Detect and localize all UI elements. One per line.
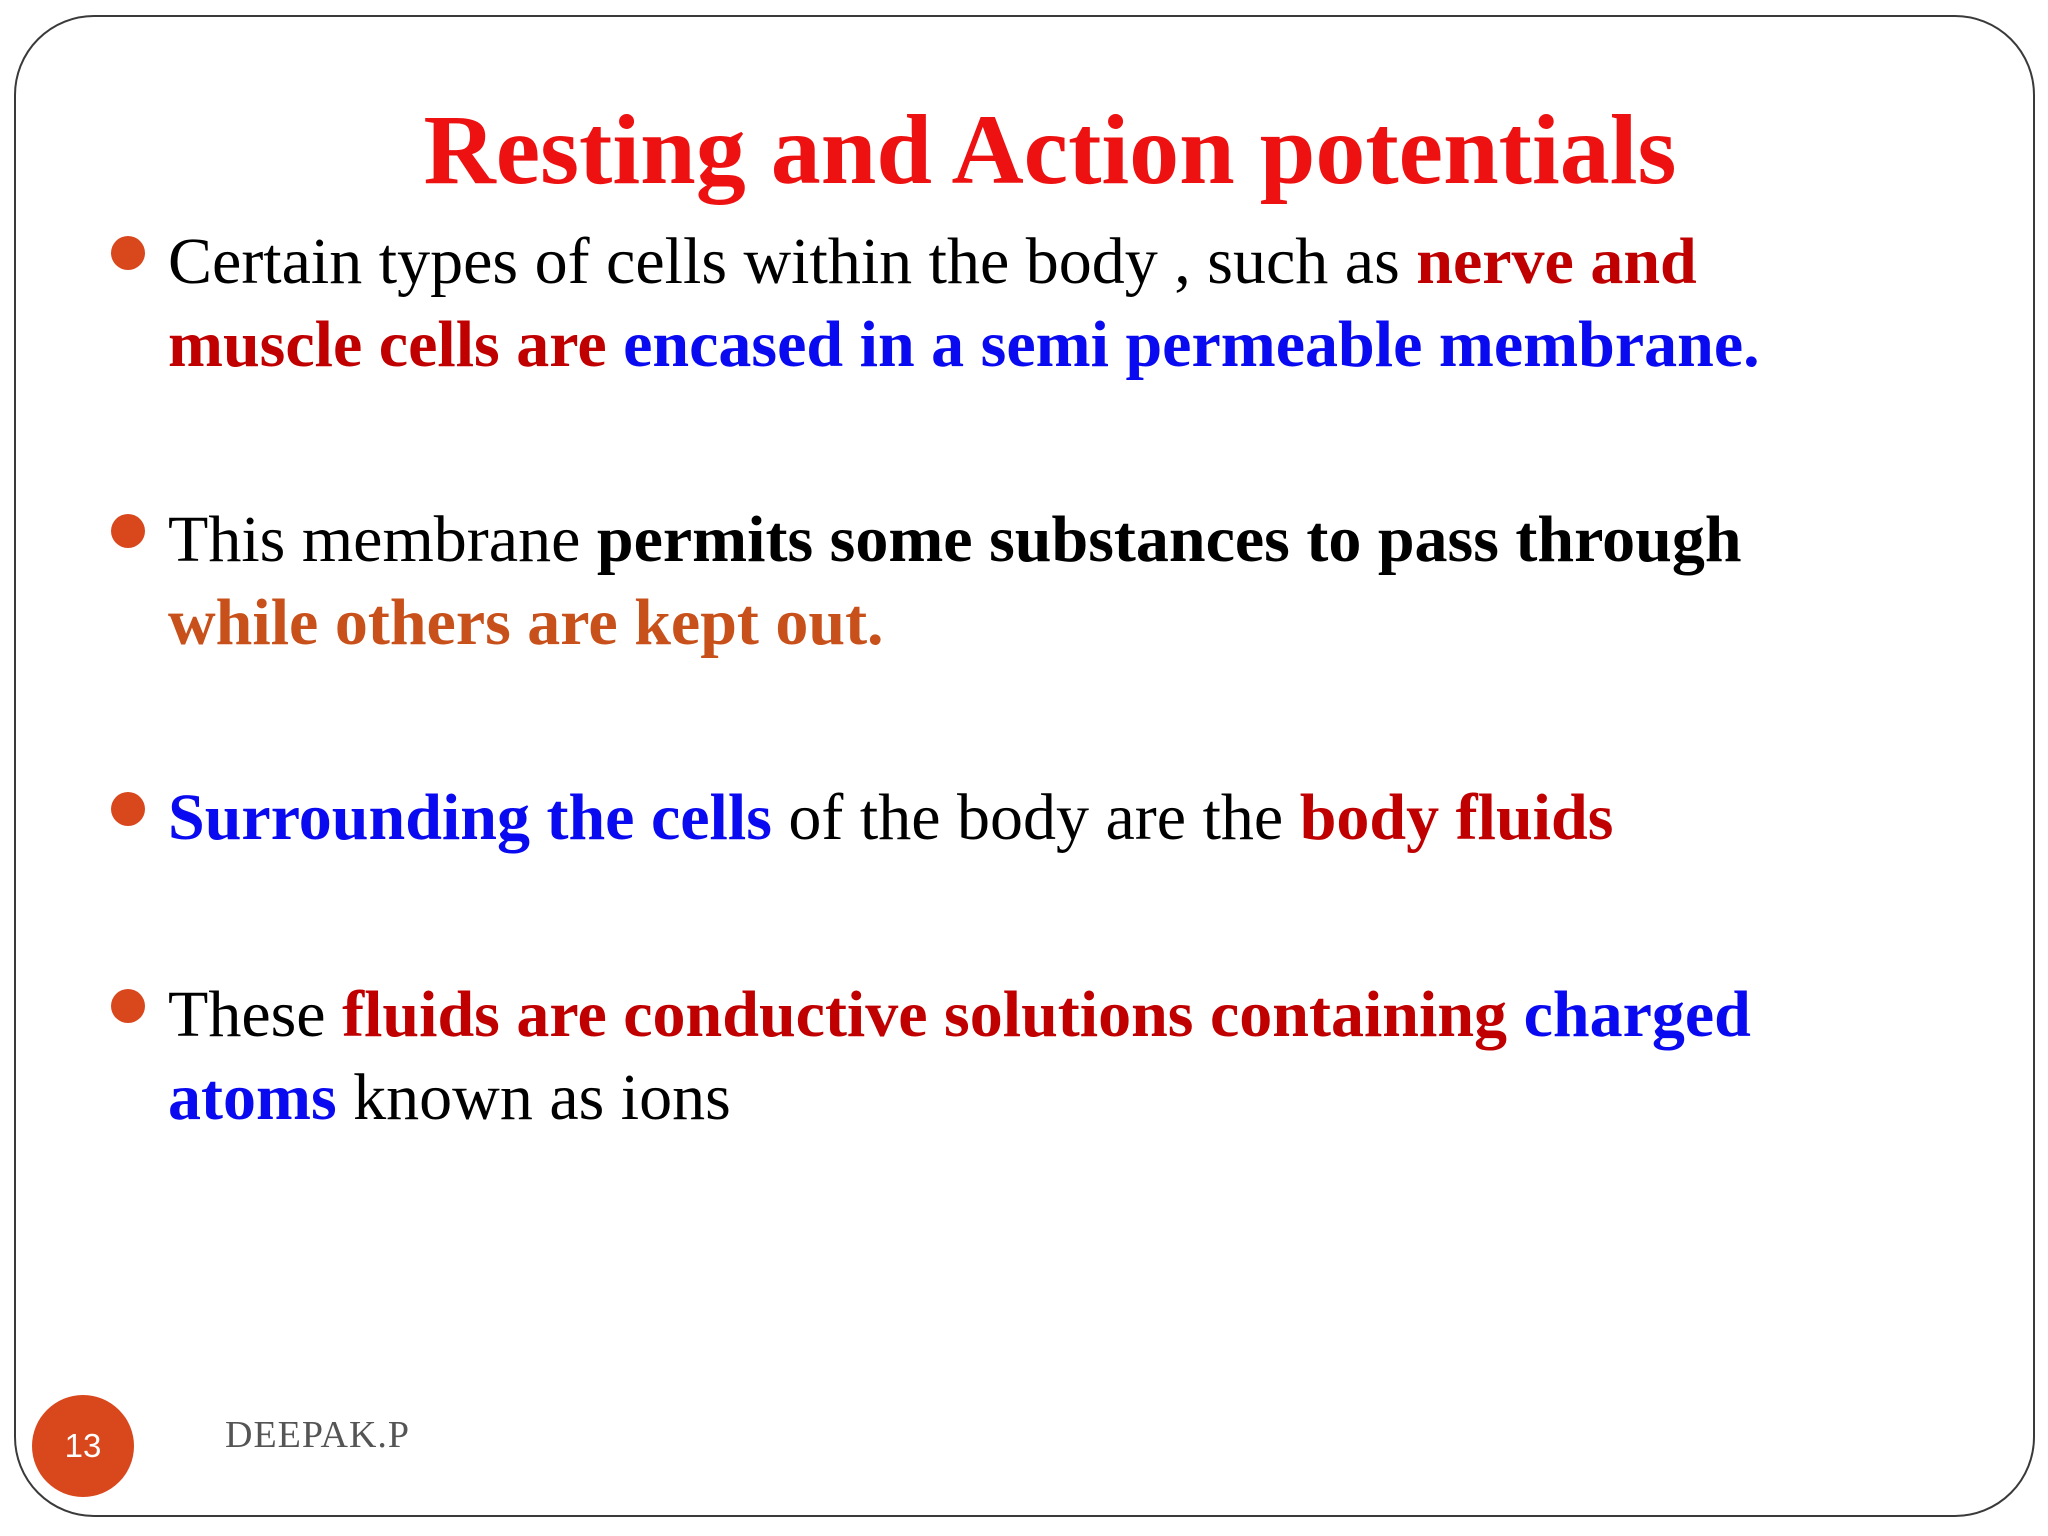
bullet-text-segment: This membrane [168,503,597,576]
bullet-text-segment: These [168,978,343,1051]
bullet-text-segment: of the body are the [771,781,1300,854]
bullet-text-segment: body fluids [1299,781,1614,854]
bullet-text-segment: Surrounding the cells [168,781,772,854]
bullet-text-segment: charged atoms [168,978,1751,1134]
bullet-item [168,973,1888,1139]
bullet-dot-icon [111,989,145,1023]
bullet-item [168,776,1888,859]
bullet-text-segment: fluids are conductive solutions containing [342,978,1524,1051]
bullet-dot-icon [111,236,145,270]
bullet-text-segment: encased in a semi permeable membrane. [623,308,1760,381]
bullet-text-segment: permits some substances to pass through [596,503,1742,576]
bullet-text-segment: known as ions [336,1061,731,1134]
slide-title: Resting and Action potentials [423,94,1677,205]
bullet-dot-icon [111,514,145,548]
bullet-text-segment: Certain types of cells within the body , such as [168,225,1417,298]
bullet-item [168,498,1888,664]
page-number-badge [32,1395,134,1497]
bullet-item [168,220,1888,386]
bullet-text-segment: while others are kept out. [168,586,884,659]
bullet-dot-icon [111,792,145,826]
page-number: 13 [64,1427,102,1464]
bullet-text-segment: nerve and muscle cells are [168,225,1697,381]
footer-author: DEEPAK.P [225,1414,411,1456]
